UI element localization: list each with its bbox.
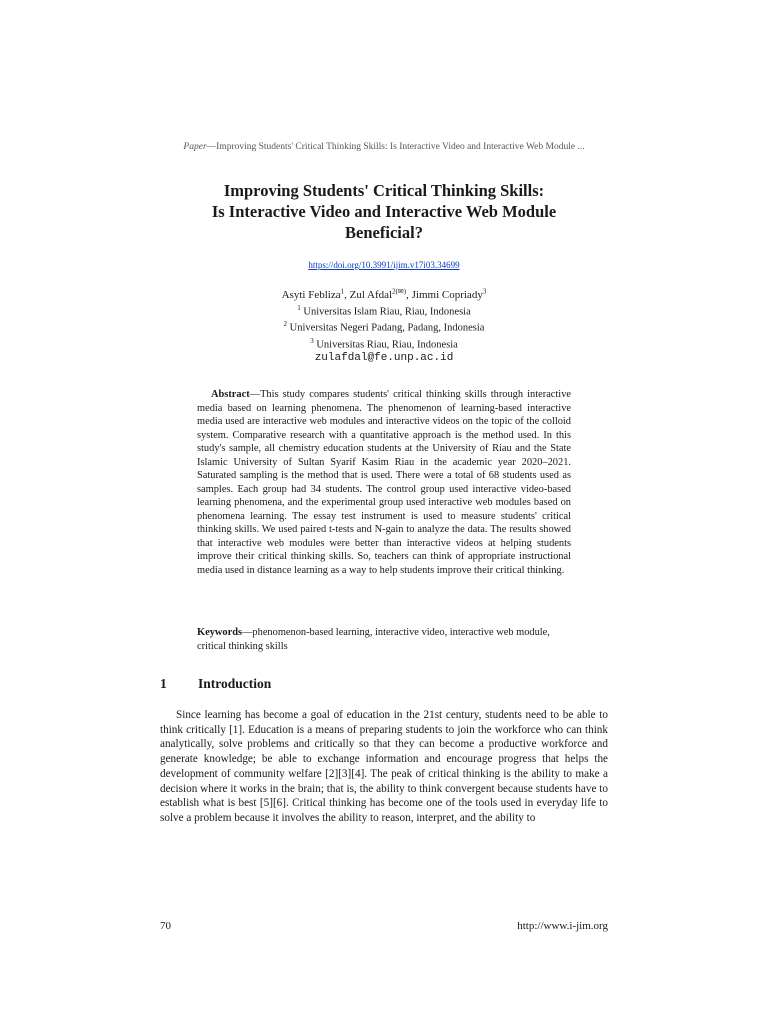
abstract [197,388,571,577]
affiliation-number: 3 [310,336,314,345]
affiliation-1 [160,302,608,319]
title-line-3: Beneficial? [345,223,423,242]
affiliation-number: 2 [283,320,288,329]
author-name: , Jimmi Copriady [406,288,483,301]
section-number: 1 [160,676,167,691]
paper-title [160,180,608,243]
corresponding-email[interactable]: zulafdal@fe.unp.ac.id [314,352,454,365]
keywords-text: —phenomenon-based learning, interactive video, interactive web module, critical thinking skills [197,627,550,652]
affiliation-text: Universitas Negeri Padang, Padang, Indonesia [287,322,485,334]
affiliation-3 [160,335,608,352]
running-header [160,142,608,152]
author-superscript: 1 [340,287,345,295]
abstract-text: —This study compares students' critical thinking skills through interactive media based on learning phenomena. The phenomenon of learning-based interactive media used are interactive web modules and interactive videos on the topic of the colloid system. Comparative research with a quantitative approach is the method used. In this study's sample, all chemistry education students at the University of Riau and the State Islamic University of Sultan Syarif Kasim Riau in the academic year 2020–2021. Saturated sampling is the method that is used. There were a total of 68 students used as samples. Each group had 34 students. The control group used interactive video-based learning phenomena, and the experimental group used interactive web modules based on phenomena learning. The essay test instrument is used to measure students' critical thinking skills. We used paired t-tests and N-gain to analyze the data. The results showed that interactive web modules were better than interactive videos at helping students improve their critical thinking skills. So, teachers can think of appropriate instructional media used in distance learning as a way to help students improve their critical thinking. [197,389,571,576]
author-list [282,289,487,301]
doi-link[interactable]: https://doi.org/10.3991/ijim.v17i03.34699 [308,260,460,270]
body-paragraph: Since learning has become a goal of education in the 21st century, students need to be able to think critically [1]. Education is a means of preparing students to join the workforce who can think analytically, solve problems and critically so that they can become a productive workforce and generate knowledge; be able to exchange information and encourage progress that helps the development of community welfare [2][3][4]. The peak of critical thinking is the ability to make a decision where it works in the brain; that is, the ability to think convergent because students have to establish what is best [5][6]. Critical thinking has become one of the tools used in everyday life to solve a problem because it involves the ability to reason, interpret, and the ability to [160,709,608,824]
author-name: Asyti Febliza [281,288,341,301]
author-superscript: 3 [482,287,487,295]
section-heading [160,676,271,692]
affiliation-2 [160,318,608,335]
running-header-text: —Improving Students' Critical Thinking Skills: Is Interactive Video and Interactive Web Module ... [206,142,585,152]
affiliation-text: Universitas Islam Riau, Riau, Indonesia [300,306,471,318]
abstract-label: Abstract [211,389,250,400]
affiliation-number: 1 [297,303,301,312]
running-header-label: Paper [183,142,207,152]
page-number: 70 [160,920,171,932]
title-line-2: Is Interactive Video and Interactive Web Module [211,202,557,221]
footer-url[interactable]: http://www.i-jim.org [517,920,608,932]
keywords-label: Keywords [197,627,243,638]
author-name: , Zul Afdal [344,288,393,301]
title-line-1: Improving Students' Critical Thinking Skills: [223,181,545,200]
keywords [197,626,571,653]
section-title: Introduction [198,676,272,691]
affiliation-text: Universitas Riau, Riau, Indonesia [313,339,458,351]
author-superscript: 2(✉) [392,287,407,295]
author-block [160,285,608,365]
